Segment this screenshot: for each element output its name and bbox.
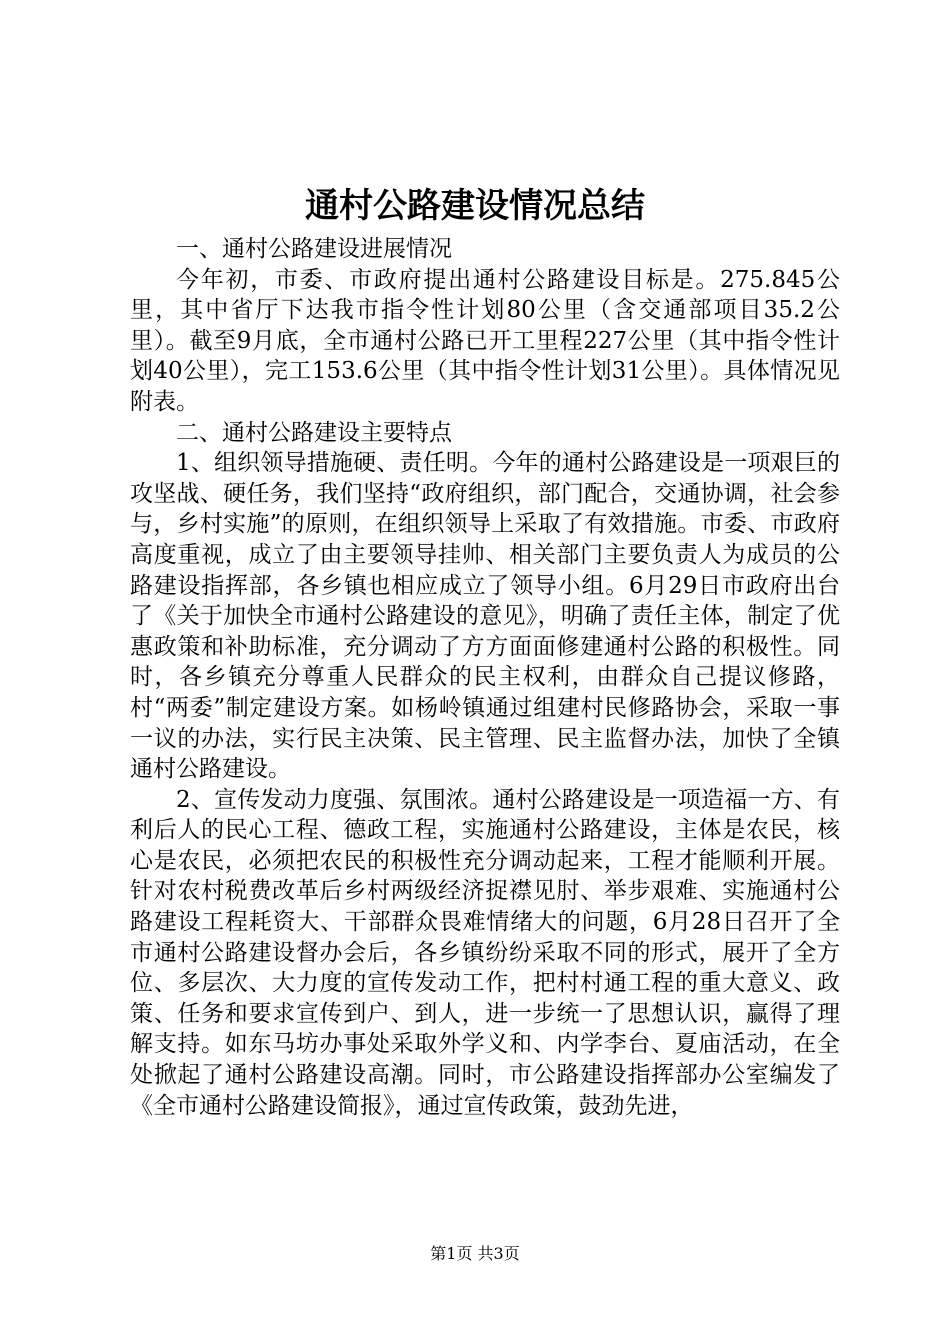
- paragraph-feature-organization: 1、组织领导措施硬、责任明。今年的通村公路建设是一项艰巨的攻坚战、硬任务，我们坚持“政府组织，部门配合，交通协调，社会参与，乡村实施”的原则，在组织领导上采取了有效措施。市委、市政府高度重视，成立了由主要领导挂帅、相关部门主要负责人为成员的公路建设指挥部，各乡镇也相应成立了领导小组。6月29日市政府出台了《关于加快全市通村公路建设的意见》，明确了责任主体，制定了优惠政策和补助标准，充分调动了方方面面修建通村公路的积极性。同时，各乡镇充分尊重人民群众的民主权利，由群众自己提议修路，村“两委”制定建设方案。如杨岭镇通过组建村民修路协会，采取一事一议的办法，实行民主决策、民主管理、民主监督办法，加快了全镇通村公路建设。: [130, 450, 840, 783]
- paragraph-feature-publicity: 2、宣传发动力度强、氛围浓。通村公路建设是一项造福一方、有利后人的民心工程、德政工程，实施通村公路建设，主体是农民，核心是农民，必须把农民的积极性充分调动起来，工程才能顺利开展。针对农村税费改革后乡村两级经济捉襟见肘、举步艰难、实施通村公路建设工程耗资大、干部群众畏难情绪大的问题，6月28日召开了全市通村公路建设督办会后，各乡镇纷纷采取不同的形式，展开了全方位、多层次、大力度的宣传发动工作，把村村通工程的重大意义、政策、任务和要求宣传到户、到人，进一步统一了思想认识，赢得了理解支持。如东马坊办事处采取外学义和、内学李台、夏庙活动，在全处掀起了通村公路建设高潮。同时，市公路建设指挥部办公室编发了《全市通村公路建设简报》，通过宣传政策，鼓劲先进，: [130, 786, 840, 1119]
- document-title: 通村公路建设情况总结: [305, 186, 645, 226]
- page-number-footer: 第1页 共3页: [430, 1244, 520, 1263]
- section-heading-features: 二、通村公路建设主要特点: [176, 419, 452, 446]
- document-body: [130, 234, 840, 1121]
- section-heading-progress: 一、通村公路建设进展情况: [176, 236, 452, 262]
- paragraph-progress-details: 今年初，市委、市政府提出通村公路建设目标是。275.845公里，其中省厅下达我市指令性计划80公里（含交通部项目35.2公里）。截至9月底，全市通村公路已开工里程227公里（其中指令性计划40公里），完工153.6公里（其中指令性计划31公里）。具体情况见附表。: [130, 266, 840, 415]
